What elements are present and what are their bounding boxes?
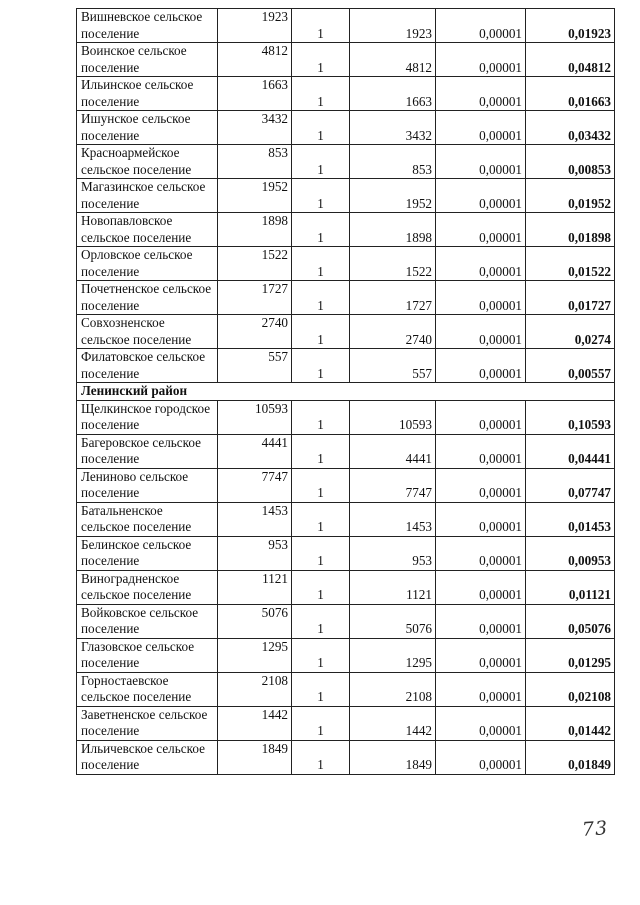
result-cell: 0,01952: [526, 179, 615, 213]
result-cell: 0,04441: [526, 434, 615, 468]
factor-cell: 1: [292, 434, 350, 468]
table-row: [77, 43, 615, 77]
result-cell: 0,01442: [526, 706, 615, 740]
table-row: [77, 468, 615, 502]
result-cell: 0,01727: [526, 281, 615, 315]
settlement-name-cell: Филатовское сельское поселение: [77, 349, 218, 383]
product-cell: 853: [350, 145, 436, 179]
table-row: [77, 706, 615, 740]
population-cell: 953: [218, 536, 292, 570]
population-cell: 557: [218, 349, 292, 383]
population-cell: 1121: [218, 570, 292, 604]
product-cell: 1295: [350, 638, 436, 672]
result-cell: 0,00557: [526, 349, 615, 383]
rate-cell: 0,00001: [436, 77, 526, 111]
product-cell: 1727: [350, 281, 436, 315]
rate-cell: 0,00001: [436, 43, 526, 77]
population-cell: 1663: [218, 77, 292, 111]
rate-cell: 0,00001: [436, 179, 526, 213]
factor-cell: 1: [292, 9, 350, 43]
page-number: 73: [581, 817, 609, 841]
factor-cell: 1: [292, 672, 350, 706]
product-cell: 1952: [350, 179, 436, 213]
rate-cell: 0,00001: [436, 604, 526, 638]
result-cell: 0,00853: [526, 145, 615, 179]
rate-cell: 0,00001: [436, 9, 526, 43]
result-cell: 0,01522: [526, 247, 615, 281]
population-cell: 853: [218, 145, 292, 179]
product-cell: 1898: [350, 213, 436, 247]
product-cell: 4812: [350, 43, 436, 77]
factor-cell: 1: [292, 740, 350, 774]
result-cell: 0,00953: [526, 536, 615, 570]
settlement-name-cell: Заветненское сельское поселение: [77, 706, 218, 740]
result-cell: 0,01663: [526, 77, 615, 111]
result-cell: 0,0274: [526, 315, 615, 349]
settlement-name-cell: Орловское сельское поселение: [77, 247, 218, 281]
settlement-name-cell: Глазовское сельское поселение: [77, 638, 218, 672]
product-cell: 1121: [350, 570, 436, 604]
rate-cell: 0,00001: [436, 145, 526, 179]
factor-cell: 1: [292, 77, 350, 111]
rate-cell: 0,00001: [436, 247, 526, 281]
product-cell: 1663: [350, 77, 436, 111]
settlement-name-cell: Багеровское сельское поселение: [77, 434, 218, 468]
product-cell: 3432: [350, 111, 436, 145]
rate-cell: 0,00001: [436, 536, 526, 570]
settlement-name-cell: Ильинское сельское поселение: [77, 77, 218, 111]
rate-cell: 0,00001: [436, 349, 526, 383]
settlement-name-cell: Белинское сельское поселение: [77, 536, 218, 570]
product-cell: 1453: [350, 502, 436, 536]
factor-cell: 1: [292, 111, 350, 145]
population-cell: 1295: [218, 638, 292, 672]
factor-cell: 1: [292, 468, 350, 502]
factor-cell: 1: [292, 706, 350, 740]
result-cell: 0,03432: [526, 111, 615, 145]
rate-cell: 0,00001: [436, 638, 526, 672]
product-cell: 2108: [350, 672, 436, 706]
product-cell: 1522: [350, 247, 436, 281]
result-cell: 0,10593: [526, 400, 615, 434]
settlement-name-cell: Новопавловское сельское поселение: [77, 213, 218, 247]
settlement-name-cell: Батальненское сельское поселение: [77, 502, 218, 536]
result-cell: 0,04812: [526, 43, 615, 77]
rate-cell: 0,00001: [436, 502, 526, 536]
settlement-name-cell: Красноармейское сельское поселение: [77, 145, 218, 179]
population-cell: 4441: [218, 434, 292, 468]
factor-cell: 1: [292, 604, 350, 638]
settlement-name-cell: Вишневское сельское поселение: [77, 9, 218, 43]
population-cell: 1442: [218, 706, 292, 740]
population-cell: 1923: [218, 9, 292, 43]
settlement-name-cell: Совхозненское сельское поселение: [77, 315, 218, 349]
rate-cell: 0,00001: [436, 740, 526, 774]
factor-cell: 1: [292, 213, 350, 247]
rate-cell: 0,00001: [436, 434, 526, 468]
table-row: [77, 77, 615, 111]
rate-cell: 0,00001: [436, 672, 526, 706]
settlements-table: [76, 8, 615, 775]
population-cell: 10593: [218, 400, 292, 434]
product-cell: 557: [350, 349, 436, 383]
product-cell: 7747: [350, 468, 436, 502]
product-cell: 10593: [350, 400, 436, 434]
settlement-name-cell: Горностаевское сельское поселение: [77, 672, 218, 706]
population-cell: 1849: [218, 740, 292, 774]
product-cell: 1849: [350, 740, 436, 774]
settlement-name-cell: Лениново сельское поселение: [77, 468, 218, 502]
table-row: [77, 281, 615, 315]
rate-cell: 0,00001: [436, 400, 526, 434]
settlement-name-cell: Магазинское сельское поселение: [77, 179, 218, 213]
factor-cell: 1: [292, 315, 350, 349]
rate-cell: 0,00001: [436, 706, 526, 740]
table-row: [77, 315, 615, 349]
result-cell: 0,01923: [526, 9, 615, 43]
product-cell: 953: [350, 536, 436, 570]
product-cell: 2740: [350, 315, 436, 349]
population-cell: 1522: [218, 247, 292, 281]
settlement-name-cell: Ильичевское сельское поселение: [77, 740, 218, 774]
table-row: [77, 179, 615, 213]
population-cell: 3432: [218, 111, 292, 145]
factor-cell: 1: [292, 536, 350, 570]
table-row: [77, 247, 615, 281]
population-cell: 7747: [218, 468, 292, 502]
table-row: [77, 9, 615, 43]
population-cell: 5076: [218, 604, 292, 638]
result-cell: 0,01898: [526, 213, 615, 247]
table-row: [77, 570, 615, 604]
settlement-name-cell: Щелкинское городское поселение: [77, 400, 218, 434]
table-row: [77, 349, 615, 383]
table-row: [77, 502, 615, 536]
factor-cell: 1: [292, 43, 350, 77]
rate-cell: 0,00001: [436, 111, 526, 145]
population-cell: 1453: [218, 502, 292, 536]
result-cell: 0,01121: [526, 570, 615, 604]
factor-cell: 1: [292, 281, 350, 315]
result-cell: 0,05076: [526, 604, 615, 638]
product-cell: 4441: [350, 434, 436, 468]
settlement-name-cell: Воинское сельское поселение: [77, 43, 218, 77]
region-header-row: [77, 383, 615, 401]
factor-cell: 1: [292, 179, 350, 213]
settlement-name-cell: Виноградненское сельское поселение: [77, 570, 218, 604]
rate-cell: 0,00001: [436, 315, 526, 349]
table-row: [77, 638, 615, 672]
table-row: [77, 111, 615, 145]
rate-cell: 0,00001: [436, 570, 526, 604]
rate-cell: 0,00001: [436, 281, 526, 315]
table-body: [77, 9, 615, 775]
result-cell: 0,01453: [526, 502, 615, 536]
table-row: [77, 740, 615, 774]
population-cell: 4812: [218, 43, 292, 77]
factor-cell: 1: [292, 400, 350, 434]
factor-cell: 1: [292, 638, 350, 672]
rate-cell: 0,00001: [436, 213, 526, 247]
product-cell: 5076: [350, 604, 436, 638]
population-cell: 1727: [218, 281, 292, 315]
settlement-name-cell: Почетненское сельское поселение: [77, 281, 218, 315]
factor-cell: 1: [292, 247, 350, 281]
rate-cell: 0,00001: [436, 468, 526, 502]
result-cell: 0,01295: [526, 638, 615, 672]
result-cell: 0,07747: [526, 468, 615, 502]
table-row: [77, 213, 615, 247]
factor-cell: 1: [292, 502, 350, 536]
table-row: [77, 672, 615, 706]
table-row: [77, 400, 615, 434]
factor-cell: 1: [292, 570, 350, 604]
table-row: [77, 604, 615, 638]
table-row: [77, 434, 615, 468]
factor-cell: 1: [292, 145, 350, 179]
population-cell: 2108: [218, 672, 292, 706]
product-cell: 1442: [350, 706, 436, 740]
region-name: Ленинский район: [77, 383, 615, 401]
factor-cell: 1: [292, 349, 350, 383]
table-row: [77, 145, 615, 179]
table-row: [77, 536, 615, 570]
settlement-name-cell: Войковское сельское поселение: [77, 604, 218, 638]
settlement-name-cell: Ишунское сельское поселение: [77, 111, 218, 145]
population-cell: 1898: [218, 213, 292, 247]
result-cell: 0,02108: [526, 672, 615, 706]
population-cell: 1952: [218, 179, 292, 213]
result-cell: 0,01849: [526, 740, 615, 774]
population-cell: 2740: [218, 315, 292, 349]
product-cell: 1923: [350, 9, 436, 43]
